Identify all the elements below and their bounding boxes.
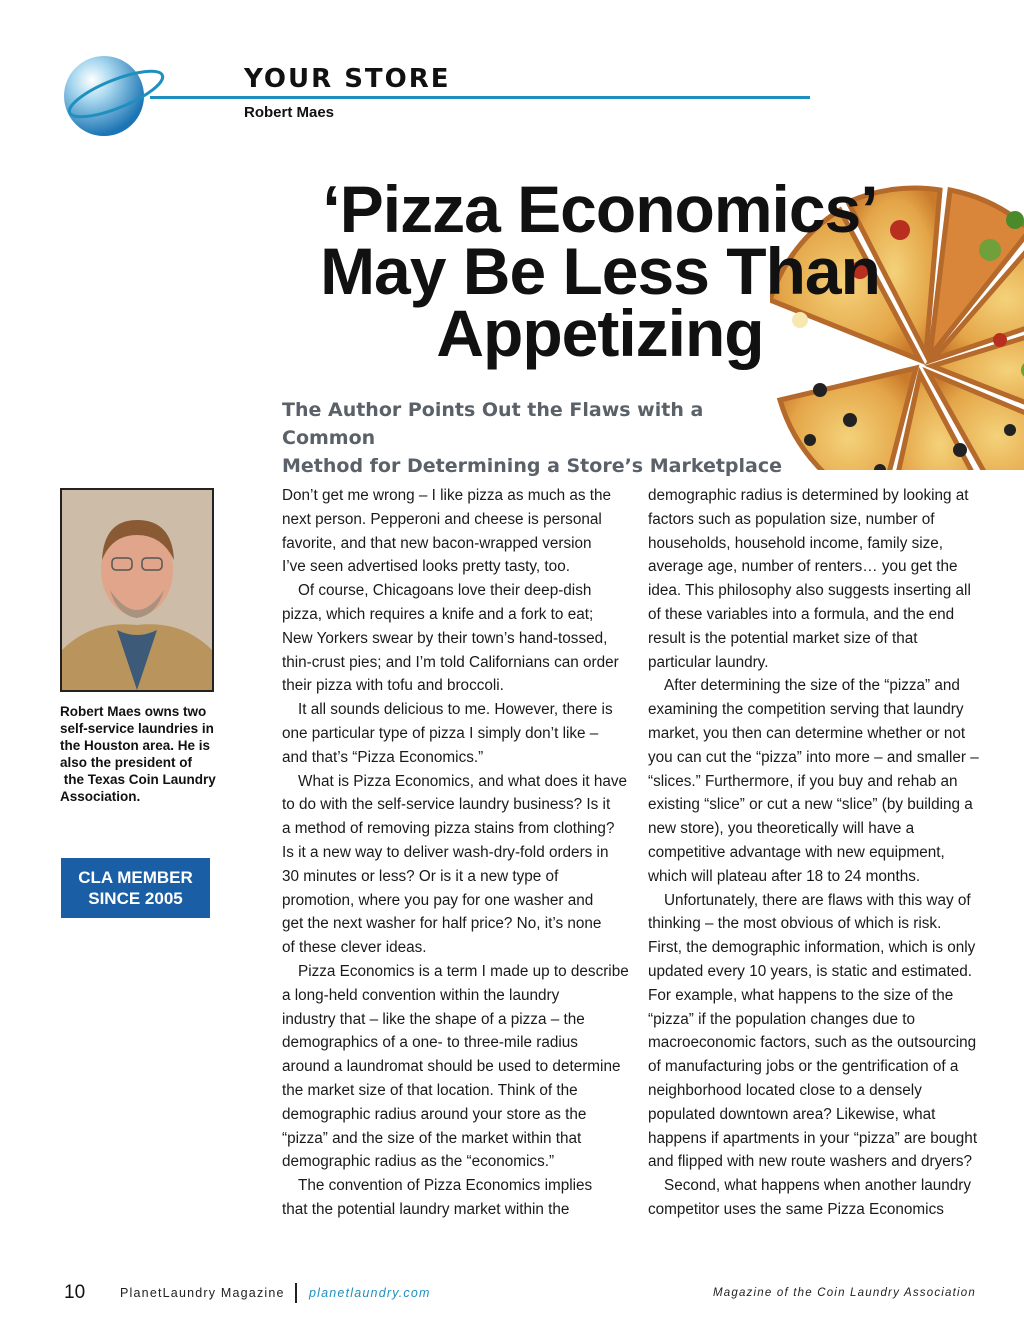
body-text-line: First, the demographic information, which is only xyxy=(648,939,976,957)
body-text-line: pizza, which requires a knife and a fork to eat; xyxy=(282,605,594,623)
body-text-line: particular laundry. xyxy=(648,653,769,671)
body-text-line: thin-crust pies; and I’m told Californians can order xyxy=(282,653,619,671)
dek-line: The Author Points Out the Flaws with a Common xyxy=(282,399,704,449)
association-tagline: Magazine of the Coin Laundry Association xyxy=(712,1287,976,1299)
page-footer xyxy=(0,1282,1024,1306)
body-text-line: “slices.” Furthermore, if you buy and rehab an xyxy=(648,772,958,790)
badge-line: CLA MEMBER xyxy=(78,868,193,887)
body-text-line: favorite, and that new bacon-wrapped version xyxy=(282,534,592,552)
body-text-line: market, you then can determine whether or not xyxy=(648,724,966,742)
body-text-line: Of course, Chicagoans love their deep-dish xyxy=(298,582,592,600)
body-text-line: populated downtown area? Likewise, what xyxy=(648,1105,936,1123)
body-text-line: of manufacturing jobs or the gentrification of a xyxy=(648,1058,959,1076)
body-text-line: one particular type of pizza I simply don’t like – xyxy=(282,724,599,742)
body-text-line: Unfortunately, there are flaws with this way of xyxy=(664,891,971,909)
author-bio xyxy=(60,703,230,805)
bio-line: self-service laundries in xyxy=(60,721,214,736)
body-text-line: and flipped with new route washers and dryers? xyxy=(648,1153,972,1171)
body-text-line: Is it a new way to deliver wash-dry-fold orders in xyxy=(282,843,609,861)
footer-divider xyxy=(295,1283,297,1303)
body-text-line: “pizza” if the population changes due to xyxy=(648,1010,916,1028)
website-link[interactable]: planetlaundry.com xyxy=(309,1286,431,1300)
title-line: ‘Pizza Economics’ xyxy=(322,172,878,246)
body-text-line: idea. This philosophy also suggests inserting all xyxy=(648,582,971,600)
body-text-line: happens if apartments in your “pizza” are bought xyxy=(648,1129,978,1147)
dek-line: Method for Determining a Store’s Marketplace xyxy=(282,455,782,477)
body-text-line: After determining the size of the “pizza” and xyxy=(664,677,960,695)
body-text-line: that the potential laundry market within the xyxy=(282,1200,570,1218)
body-text-line: New Yorkers swear by their town’s hand-tossed, xyxy=(282,629,608,647)
author-name: Robert Maes xyxy=(244,104,335,121)
body-text-line: new store), you theoretically will have a xyxy=(648,820,915,838)
body-text-line: factors such as population size, number of xyxy=(648,510,935,528)
body-text-line: “pizza” and the size of the market within that xyxy=(282,1129,582,1147)
body-text-line: updated every 10 years, is static and estimated. xyxy=(648,962,972,980)
title-line: May Be Less Than xyxy=(320,234,880,308)
body-text-line: of these variables into a formula, and the end xyxy=(648,605,955,623)
body-text-line: For example, what happens to the size of the xyxy=(648,986,954,1004)
bio-line: the Houston area. He is xyxy=(60,738,211,753)
bio-line: the Texas Coin Laundry xyxy=(60,772,216,787)
body-column-2 xyxy=(648,484,980,1222)
body-text-line: households, household income, family size, xyxy=(648,534,944,552)
author-photo xyxy=(60,488,214,692)
body-text-line: promotion, where you pay for one washer and xyxy=(282,891,594,909)
body-text-line: What is Pizza Economics, and what does it have xyxy=(298,772,628,790)
article-dek xyxy=(282,396,802,480)
body-text-line: industry that – like the shape of a pizza – the xyxy=(282,1010,585,1028)
body-text-line: next person. Pepperoni and cheese is personal xyxy=(282,510,602,528)
title-line: Appetizing xyxy=(436,296,764,370)
body-text-line: competitor uses the same Pizza Economics xyxy=(648,1200,944,1218)
bio-line: Association. xyxy=(60,789,141,804)
body-column-1 xyxy=(282,484,629,1222)
body-text-line: around a laundromat should be used to determine xyxy=(282,1058,621,1076)
body-text-line: 30 minutes or less? Or is it a new type of xyxy=(282,867,559,885)
planet-logo-icon xyxy=(58,50,170,140)
body-text-line: I’ve seen advertised looks pretty tasty, too. xyxy=(282,558,570,576)
body-text-line: demographic radius is determined by looking at xyxy=(648,487,969,504)
body-text-line: the market size of that location. Think of the xyxy=(282,1081,578,1099)
body-text-line: examining the competition serving that laundry xyxy=(648,701,964,719)
body-text-line: which will plateau after 18 to 24 months. xyxy=(648,867,921,885)
body-text-line: macroeconomic factors, such as the outsourcing xyxy=(648,1034,977,1052)
body-text-line: existing “slice” or cut a new “slice” (by building a xyxy=(648,796,973,814)
body-text-line: average age, number of renters… you get the xyxy=(648,558,958,576)
body-text-line: It all sounds delicious to me. However, there is xyxy=(298,701,613,719)
body-text-line: demographic radius around your store as the xyxy=(282,1105,587,1123)
section-label: YOUR STORE xyxy=(244,64,451,94)
body-text-line: demographics of a one- to three-mile radius xyxy=(282,1034,578,1052)
badge-line: SINCE 2005 xyxy=(88,889,183,908)
body-text-line: get the next washer for half price? No, it’s none xyxy=(282,915,602,933)
body-text-line: competitive advantage with new equipment, xyxy=(648,843,945,861)
body-text-line: you can cut the “pizza” into more – and smaller – xyxy=(648,748,979,766)
body-text-line: thinking – the most obvious of which is risk. xyxy=(648,915,942,933)
bio-line: Robert Maes owns two xyxy=(60,704,207,719)
body-text-line: Pizza Economics is a term I made up to describe xyxy=(298,962,629,980)
body-text-line: demographic radius as the “economics.” xyxy=(282,1153,555,1171)
body-text-line: The convention of Pizza Economics implies xyxy=(298,1177,593,1195)
body-text-line: of these clever ideas. xyxy=(282,939,427,957)
header-rule xyxy=(150,96,810,99)
magazine-name: PlanetLaundry Magazine xyxy=(120,1286,285,1300)
body-text-line: result is the potential market size of that xyxy=(648,629,918,647)
body-text-line: Don’t get me wrong – I like pizza as much as the xyxy=(282,487,612,504)
bio-line: also the president of xyxy=(60,755,193,770)
body-text-line: neighborhood located close to a densely xyxy=(648,1081,922,1099)
body-text-line: a method of removing pizza stains from clothing? xyxy=(282,820,615,838)
body-text-line: Second, what happens when another laundry xyxy=(664,1177,972,1195)
cla-member-badge xyxy=(61,858,210,918)
article-title xyxy=(260,172,940,370)
body-text-line: their pizza with tofu and broccoli. xyxy=(282,677,504,695)
page-number: 10 xyxy=(64,1282,86,1303)
body-text-line: to do with the self-service laundry business? Is it xyxy=(282,796,611,814)
body-text-line: a long-held convention within the laundry xyxy=(282,986,560,1004)
body-text-line: and that’s “Pizza Economics.” xyxy=(282,748,484,766)
